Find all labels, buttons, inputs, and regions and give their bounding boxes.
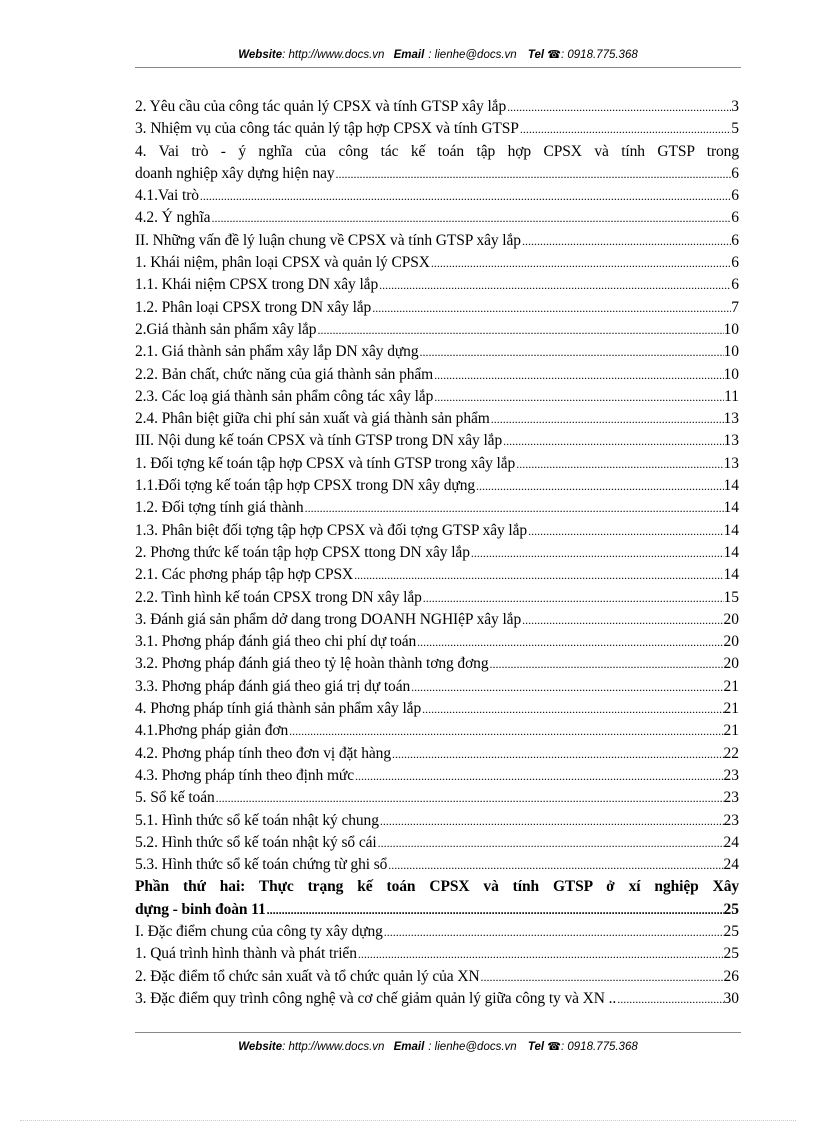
toc-entry (135, 832, 739, 854)
toc-entry-title: 2.1. Các phơng pháp tập hợp CPSX (135, 566, 354, 584)
toc-entry (135, 453, 739, 475)
toc-entry (135, 520, 739, 542)
footer-divider (135, 1032, 741, 1033)
toc-leader-dots (316, 319, 723, 341)
toc-leader-dots (391, 743, 724, 765)
header-website-label: Website (238, 49, 283, 61)
toc-leader-dots (335, 163, 732, 185)
toc-entry-title: 5.2. Hình thức sổ kế toán nhật ký sổ cái (135, 833, 377, 851)
toc-entry-title: 3.2. Phơng pháp đánh giá theo tỷ lệ hoàn thành tơng đơng (135, 655, 489, 673)
toc-entry (135, 943, 739, 965)
page-header (135, 48, 741, 61)
toc-entry-page: 30 (723, 989, 739, 1007)
toc-entry-title: 2. Yêu cầu của công tác quản lý CPSX và tính GTSP xây lắp (135, 98, 507, 115)
toc-leader-dots (527, 520, 723, 542)
toc-entry-title: 2.2. Bản chất, chức năng của giá thành sản phẩm (135, 365, 434, 383)
toc-entry (135, 274, 739, 296)
toc-entry-title: 3. Đặc điểm quy trình công nghệ và cơ chế giảm quản lý giữa công ty và XN .. (135, 989, 617, 1007)
footer-tel-label: Tel (527, 1041, 545, 1053)
page-edge (20, 1120, 796, 1121)
toc-leader-dots (418, 341, 723, 363)
toc-entry (135, 966, 739, 988)
toc-leader-dots (519, 118, 731, 140)
toc-entry-title: 2.4. Phân biệt giữa chi phí sản xuất và giá thành sản phẩm (135, 410, 490, 428)
toc-leader-dots (357, 943, 724, 965)
toc-leader-dots (387, 854, 723, 876)
toc-entry-title: 3.3. Phơng pháp đánh giá theo giá trị dự toán (135, 677, 411, 695)
toc-leader-dots (433, 386, 724, 408)
toc-entry-page: 20 (723, 655, 739, 673)
toc-entry-title: 4.1.Phơng pháp giản đơn (135, 722, 289, 740)
toc-entry (135, 475, 739, 497)
toc-leader-dots (475, 475, 723, 497)
toc-entry-page: 6 (731, 254, 739, 272)
toc-entry (135, 899, 739, 921)
toc-entry-title: 1. Quá trình hình thành và phát triển (135, 945, 357, 963)
toc-entry-title: 5.1. Hình thức sổ kế toán nhật ký chung (135, 811, 379, 829)
phone-icon: ☎ (547, 49, 561, 61)
toc-entry-page: 25 (723, 900, 739, 918)
toc-entry-page: 6 (731, 276, 739, 294)
toc-entry (135, 988, 739, 1010)
toc-entry-title: 2.1. Giá thành sản phẩm xây lắp DN xây dựng (135, 343, 419, 361)
toc-entry-page: 24 (723, 856, 739, 874)
toc-entry-title: 1. Khái niệm, phân loại CPSX và quản lý CPSX (135, 254, 430, 272)
toc-leader-dots (488, 653, 723, 675)
toc-entry (135, 854, 739, 876)
toc-leader-dots (502, 430, 723, 452)
toc-leader-dots (288, 720, 723, 742)
footer-email-label: Email (393, 1041, 425, 1053)
toc-leader-dots (378, 274, 731, 296)
toc-leader-dots (410, 676, 723, 698)
toc-entry-page: 14 (723, 477, 739, 495)
toc-entry (135, 207, 739, 229)
header-website-value: : http://www.docs.vn (282, 49, 385, 61)
toc-entry-page: 21 (723, 700, 739, 718)
toc-entry-page: 25 (723, 945, 739, 963)
toc-entry-page: 14 (723, 521, 739, 539)
toc-entry (135, 787, 739, 809)
toc-entry-title: Phần thứ hai: Thực trạng kế toán CPSX và tính GTSP ở xí nghiệp Xây (135, 878, 739, 896)
toc-leader-dots (377, 832, 724, 854)
toc-entry-page: 14 (723, 566, 739, 584)
toc-entry (135, 609, 739, 631)
toc-leader-dots (210, 207, 731, 229)
toc-leader-dots (371, 297, 731, 319)
footer-email-value: : lienhe@docs.vn (428, 1041, 517, 1053)
toc-entry-title: 2.Giá thành sản phẩm xây lắp (135, 320, 317, 338)
toc-entry (135, 676, 739, 698)
toc-entry-page: 6 (731, 231, 739, 249)
toc-entry (135, 297, 739, 319)
toc-entry-title: 4. Phơng pháp tính giá thành sản phẩm xây lắp (135, 700, 422, 718)
toc-entry-title: 1.1. Khái niệm CPSX trong DN xây lắp (135, 276, 379, 294)
toc-leader-dots (266, 899, 724, 921)
toc-entry (135, 118, 739, 140)
toc-leader-dots (353, 564, 723, 586)
phone-icon: ☎ (547, 1041, 561, 1053)
toc-entry-title: 1. Đối tợng kế toán tập hợp CPSX và tính GTSP trong xây lắp (135, 454, 516, 472)
toc-entry-title: 3. Đánh giá sản phẩm dở dang trong DOANH NGHIệP xây lắp (135, 610, 522, 628)
toc-leader-dots (616, 988, 723, 1010)
toc-leader-dots (199, 185, 731, 207)
toc-leader-dots (515, 453, 723, 475)
toc-leader-dots (470, 542, 724, 564)
toc-entry (135, 252, 739, 274)
toc-entry-title: 5. Sổ kế toán (135, 789, 215, 807)
toc-entry-page: 7 (731, 298, 739, 316)
toc-entry-page: 23 (723, 766, 739, 784)
toc-entry-page: 20 (723, 633, 739, 651)
toc-entry (135, 698, 739, 720)
toc-entry-title: III. Nội dung kế toán CPSX và tính GTSP trong DN xây lắp (135, 432, 503, 450)
toc-leader-dots (215, 787, 724, 809)
footer-website-label: Website (238, 1041, 283, 1053)
toc-entry-title: II. Những vấn đề lý luận chung về CPSX và tính GTSP xây lắp (135, 231, 521, 249)
toc-entry-page: 6 (731, 209, 739, 227)
toc-entry-page: 11 (724, 387, 739, 405)
toc-entry-title: dựng - binh đoàn 11 (135, 900, 266, 918)
toc-entry (135, 876, 739, 898)
toc-entry (135, 587, 739, 609)
toc-entry (135, 564, 739, 586)
toc-entry (135, 230, 739, 252)
toc-entry-title: 4.3. Phơng pháp tính theo định mức (135, 766, 354, 784)
toc-entry-page: 23 (723, 789, 739, 807)
toc-entry-title: 5.3. Hình thức sổ kế toán chứng từ ghi sổ (135, 856, 388, 874)
toc-entry-title: 3.1. Phơng pháp đánh giá theo chi phí dự toán (135, 633, 417, 651)
toc-leader-dots (379, 810, 724, 832)
toc-entry-title: 4.2. Phơng pháp tính theo đơn vị đặt hàng (135, 744, 391, 762)
toc-leader-dots (480, 966, 724, 988)
toc-entry (135, 542, 739, 564)
toc-entry (135, 430, 739, 452)
toc-entry-page: 3 (731, 98, 739, 115)
toc-entry-title: 1.1.Đối tợng kế toán tập hợp CPSX trong DN xây dựng (135, 477, 476, 495)
table-of-contents (135, 96, 739, 1010)
toc-entry (135, 96, 739, 118)
toc-leader-dots (416, 631, 723, 653)
toc-leader-dots (506, 96, 731, 118)
toc-leader-dots (421, 698, 723, 720)
toc-entry (135, 364, 739, 386)
toc-leader-dots (422, 587, 724, 609)
toc-entry-title: doanh nghiệp xây dựng hiện nay (135, 164, 335, 182)
header-tel-value: : 0918.775.368 (561, 49, 638, 61)
toc-entry-page: 21 (723, 722, 739, 740)
toc-entry-page: 24 (723, 833, 739, 851)
toc-entry-page: 26 (723, 967, 739, 985)
toc-entry-title: 1.2. Đối tợng tính giá thành (135, 499, 304, 517)
toc-entry (135, 408, 739, 430)
toc-entry (135, 921, 739, 943)
toc-entry-page: 21 (723, 677, 739, 695)
page-footer (135, 1040, 741, 1053)
toc-leader-dots (490, 408, 724, 430)
toc-leader-dots (354, 765, 724, 787)
toc-entry-page: 20 (723, 610, 739, 628)
toc-entry-page: 15 (723, 588, 739, 606)
toc-leader-dots (433, 364, 723, 386)
toc-entry (135, 185, 739, 207)
toc-entry-page: 14 (723, 499, 739, 517)
toc-entry-title: 2.3. Các loạ giá thành sản phẩm công tác xây lắp (135, 387, 434, 405)
toc-entry-page: 10 (723, 365, 739, 383)
toc-entry-title: 2. Phơng thức kế toán tập hợp CPSX ttong DN xây lắp (135, 543, 470, 561)
toc-entry-page: 22 (723, 744, 739, 762)
toc-entry-title: 4. Vai trò - ý nghĩa của công tác kế toán tập hợp CPSX và tính GTSP trong (135, 142, 739, 160)
toc-entry-page: 10 (723, 343, 739, 361)
toc-entry-page: 14 (723, 543, 739, 561)
toc-entry-page: 25 (723, 922, 739, 940)
toc-entry (135, 319, 739, 341)
toc-entry (135, 341, 739, 363)
toc-leader-dots (521, 609, 723, 631)
footer-website-value: : http://www.docs.vn (282, 1041, 385, 1053)
toc-entry-page: 5 (731, 120, 739, 138)
toc-entry-title: 2. Đặc điểm tổ chức sản xuất và tổ chức quản lý của XN (135, 967, 480, 985)
toc-entry-page: 13 (723, 410, 739, 428)
toc-entry (135, 141, 739, 163)
toc-entry-page: 6 (731, 164, 739, 182)
toc-entry-page: 6 (731, 187, 739, 205)
toc-entry (135, 631, 739, 653)
toc-entry-title: 2.2. Tình hình kế toán CPSX trong DN xây lắp (135, 588, 422, 606)
toc-entry-page: 13 (723, 454, 739, 472)
toc-entry-title: 4.1.Vai trò (135, 187, 199, 205)
toc-entry-title: I. Đặc điểm chung của công ty xây dựng (135, 922, 383, 940)
toc-entry (135, 720, 739, 742)
toc-entry-page: 23 (723, 811, 739, 829)
toc-leader-dots (430, 252, 731, 274)
toc-entry (135, 163, 739, 185)
header-tel-label: Tel (527, 49, 545, 61)
toc-leader-dots (304, 497, 724, 519)
toc-entry-title: 1.2. Phân loại CPSX trong DN xây lắp (135, 298, 372, 316)
toc-entry (135, 386, 739, 408)
toc-leader-dots (521, 230, 731, 252)
toc-entry-title: 4.2. Ý nghĩa (135, 209, 211, 227)
footer-tel-value: : 0918.775.368 (561, 1041, 638, 1053)
toc-entry-title: 3. Nhiệm vụ của công tác quản lý tập hợp CPSX và tính GTSP (135, 120, 519, 138)
header-email-label: Email (393, 49, 425, 61)
header-email-value: : lienhe@docs.vn (428, 49, 517, 61)
toc-entry (135, 497, 739, 519)
toc-entry-page: 10 (723, 320, 739, 338)
toc-entry-page: 13 (723, 432, 739, 450)
toc-entry (135, 743, 739, 765)
toc-entry (135, 810, 739, 832)
toc-entry (135, 653, 739, 675)
toc-entry (135, 765, 739, 787)
toc-leader-dots (383, 921, 724, 943)
toc-entry-title: 1.3. Phân biệt đối tợng tập hợp CPSX và đối tợng GTSP xây lắp (135, 521, 528, 539)
header-divider (135, 67, 741, 68)
